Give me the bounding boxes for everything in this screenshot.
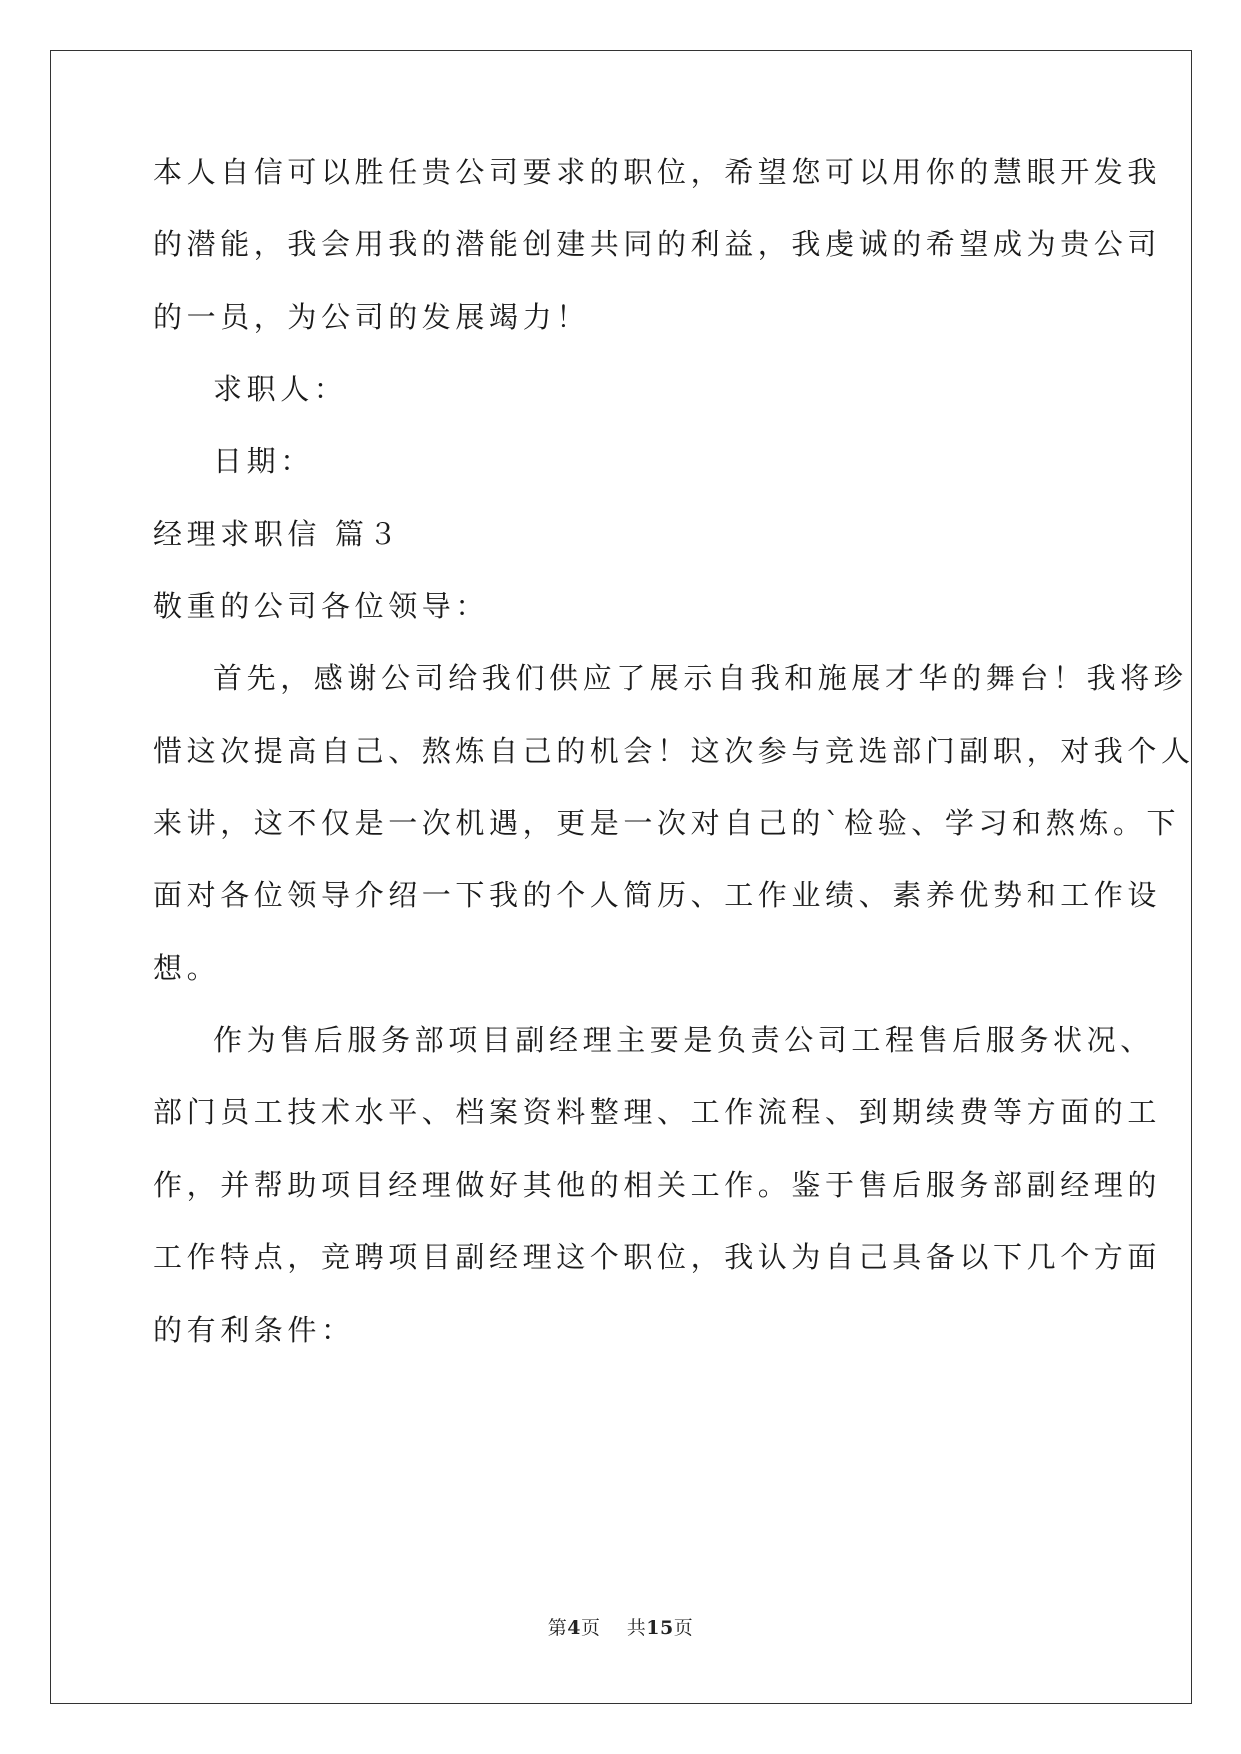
footer-total-prefix: 共 bbox=[626, 1617, 647, 1639]
paragraph-line: 的一员，为公司的发展竭力！ bbox=[153, 300, 590, 334]
footer-prefix: 第 bbox=[547, 1617, 568, 1639]
paragraph-line: 面对各位领导介绍一下我的个人简历、工作业绩、素养优势和工作设 bbox=[153, 878, 1162, 912]
paragraph-line: 的有利条件： bbox=[153, 1313, 355, 1347]
footer-page-unit: 页 bbox=[581, 1617, 601, 1639]
salutation: 敬重的公司各位领导： bbox=[153, 589, 490, 623]
paragraph-line: 首先，感谢公司给我们供应了展示自我和施展才华的舞台！我将珍 bbox=[213, 661, 1188, 695]
paragraph-line: 工作特点，竞聘项目副经理这个职位，我认为自己具备以下几个方面 bbox=[153, 1240, 1162, 1274]
paragraph-line: 想。 bbox=[153, 951, 221, 985]
paragraph-line: 本人自信可以胜任贵公司要求的职位，希望您可以用你的慧眼开发我 bbox=[153, 155, 1162, 189]
section-title: 经理求职信 篇３ bbox=[153, 517, 403, 551]
paragraph-line: 的潜能，我会用我的潜能创建共同的利益，我虔诚的希望成为贵公司 bbox=[153, 227, 1162, 261]
paragraph-line: 部门员工技术水平、档案资料整理、工作流程、到期续费等方面的工 bbox=[153, 1095, 1162, 1129]
paragraph-line: 作，并帮助项目经理做好其他的相关工作。鉴于售后服务部副经理的 bbox=[153, 1168, 1162, 1202]
paragraph-line: 作为售后服务部项目副经理主要是负责公司工程售后服务状况、 bbox=[213, 1023, 1154, 1057]
total-pages: 15 bbox=[646, 1617, 674, 1639]
footer-total-unit: 页 bbox=[673, 1617, 694, 1639]
applicant-label: 求职人： bbox=[213, 372, 348, 406]
date-label: 日期： bbox=[213, 444, 314, 478]
paragraph-line: 惜这次提高自己、熬炼自己的机会！这次参与竞选部门副职，对我个人 bbox=[153, 734, 1195, 768]
paragraph-line: 来讲，这不仅是一次机遇，更是一次对自己的`检验、学习和熬炼。下 bbox=[153, 806, 1181, 840]
page-number: 4 bbox=[567, 1617, 582, 1639]
page-footer bbox=[0, 1616, 1241, 1640]
